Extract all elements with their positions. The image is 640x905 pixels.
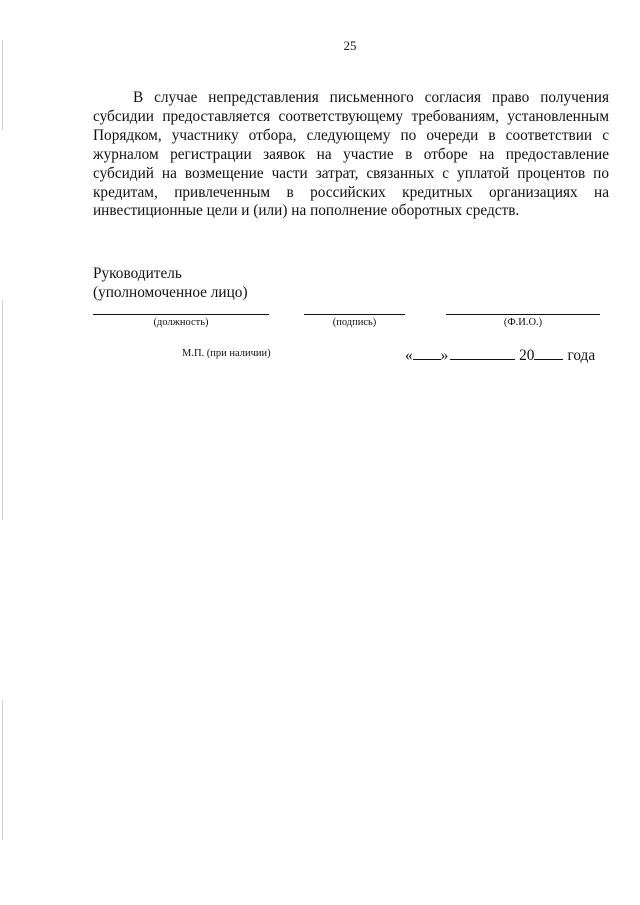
date-open-quote: «: [405, 347, 413, 364]
month-blank: [450, 346, 515, 360]
position-field: [93, 314, 269, 336]
scan-edge-mark: [2, 300, 3, 520]
signer-title: [93, 265, 248, 303]
day-blank: [413, 346, 441, 360]
scan-edge-mark: [2, 700, 3, 840]
year-blank: [534, 346, 563, 360]
signature-field: [304, 314, 405, 336]
stamp-note: М.П. (при наличии): [182, 348, 271, 359]
signer-title-line1: Руководитель: [93, 265, 182, 282]
signer-title-line2: (уполномоченное лицо): [93, 283, 248, 301]
date-line: [405, 346, 595, 365]
body-paragraph: В случае непредставления письменного согласия право получения субсидии предоставляется соответствующему требованиям, установленным Порядком, участнику отбора, следующему по очереди в соответствии с журналом регистрации заявок на участие в отборе на предоставление субсидий на возмещение части затрат, связанных с уплатой процентов по кредитам, привлеченным в российских кредитных организациях на инвестиционные цели и (или) на пополнение оборотных средств.: [93, 89, 609, 220]
signature-caption: (подпись): [332, 317, 377, 328]
full-name-caption: (Ф.И.О.): [503, 317, 543, 328]
date-close-quote: »: [440, 347, 449, 364]
full-name-field: [446, 314, 600, 336]
page-number: 25: [343, 38, 357, 53]
date-suffix: года: [567, 347, 596, 364]
position-caption: (должность): [153, 317, 209, 328]
date-century: 20: [519, 347, 535, 364]
